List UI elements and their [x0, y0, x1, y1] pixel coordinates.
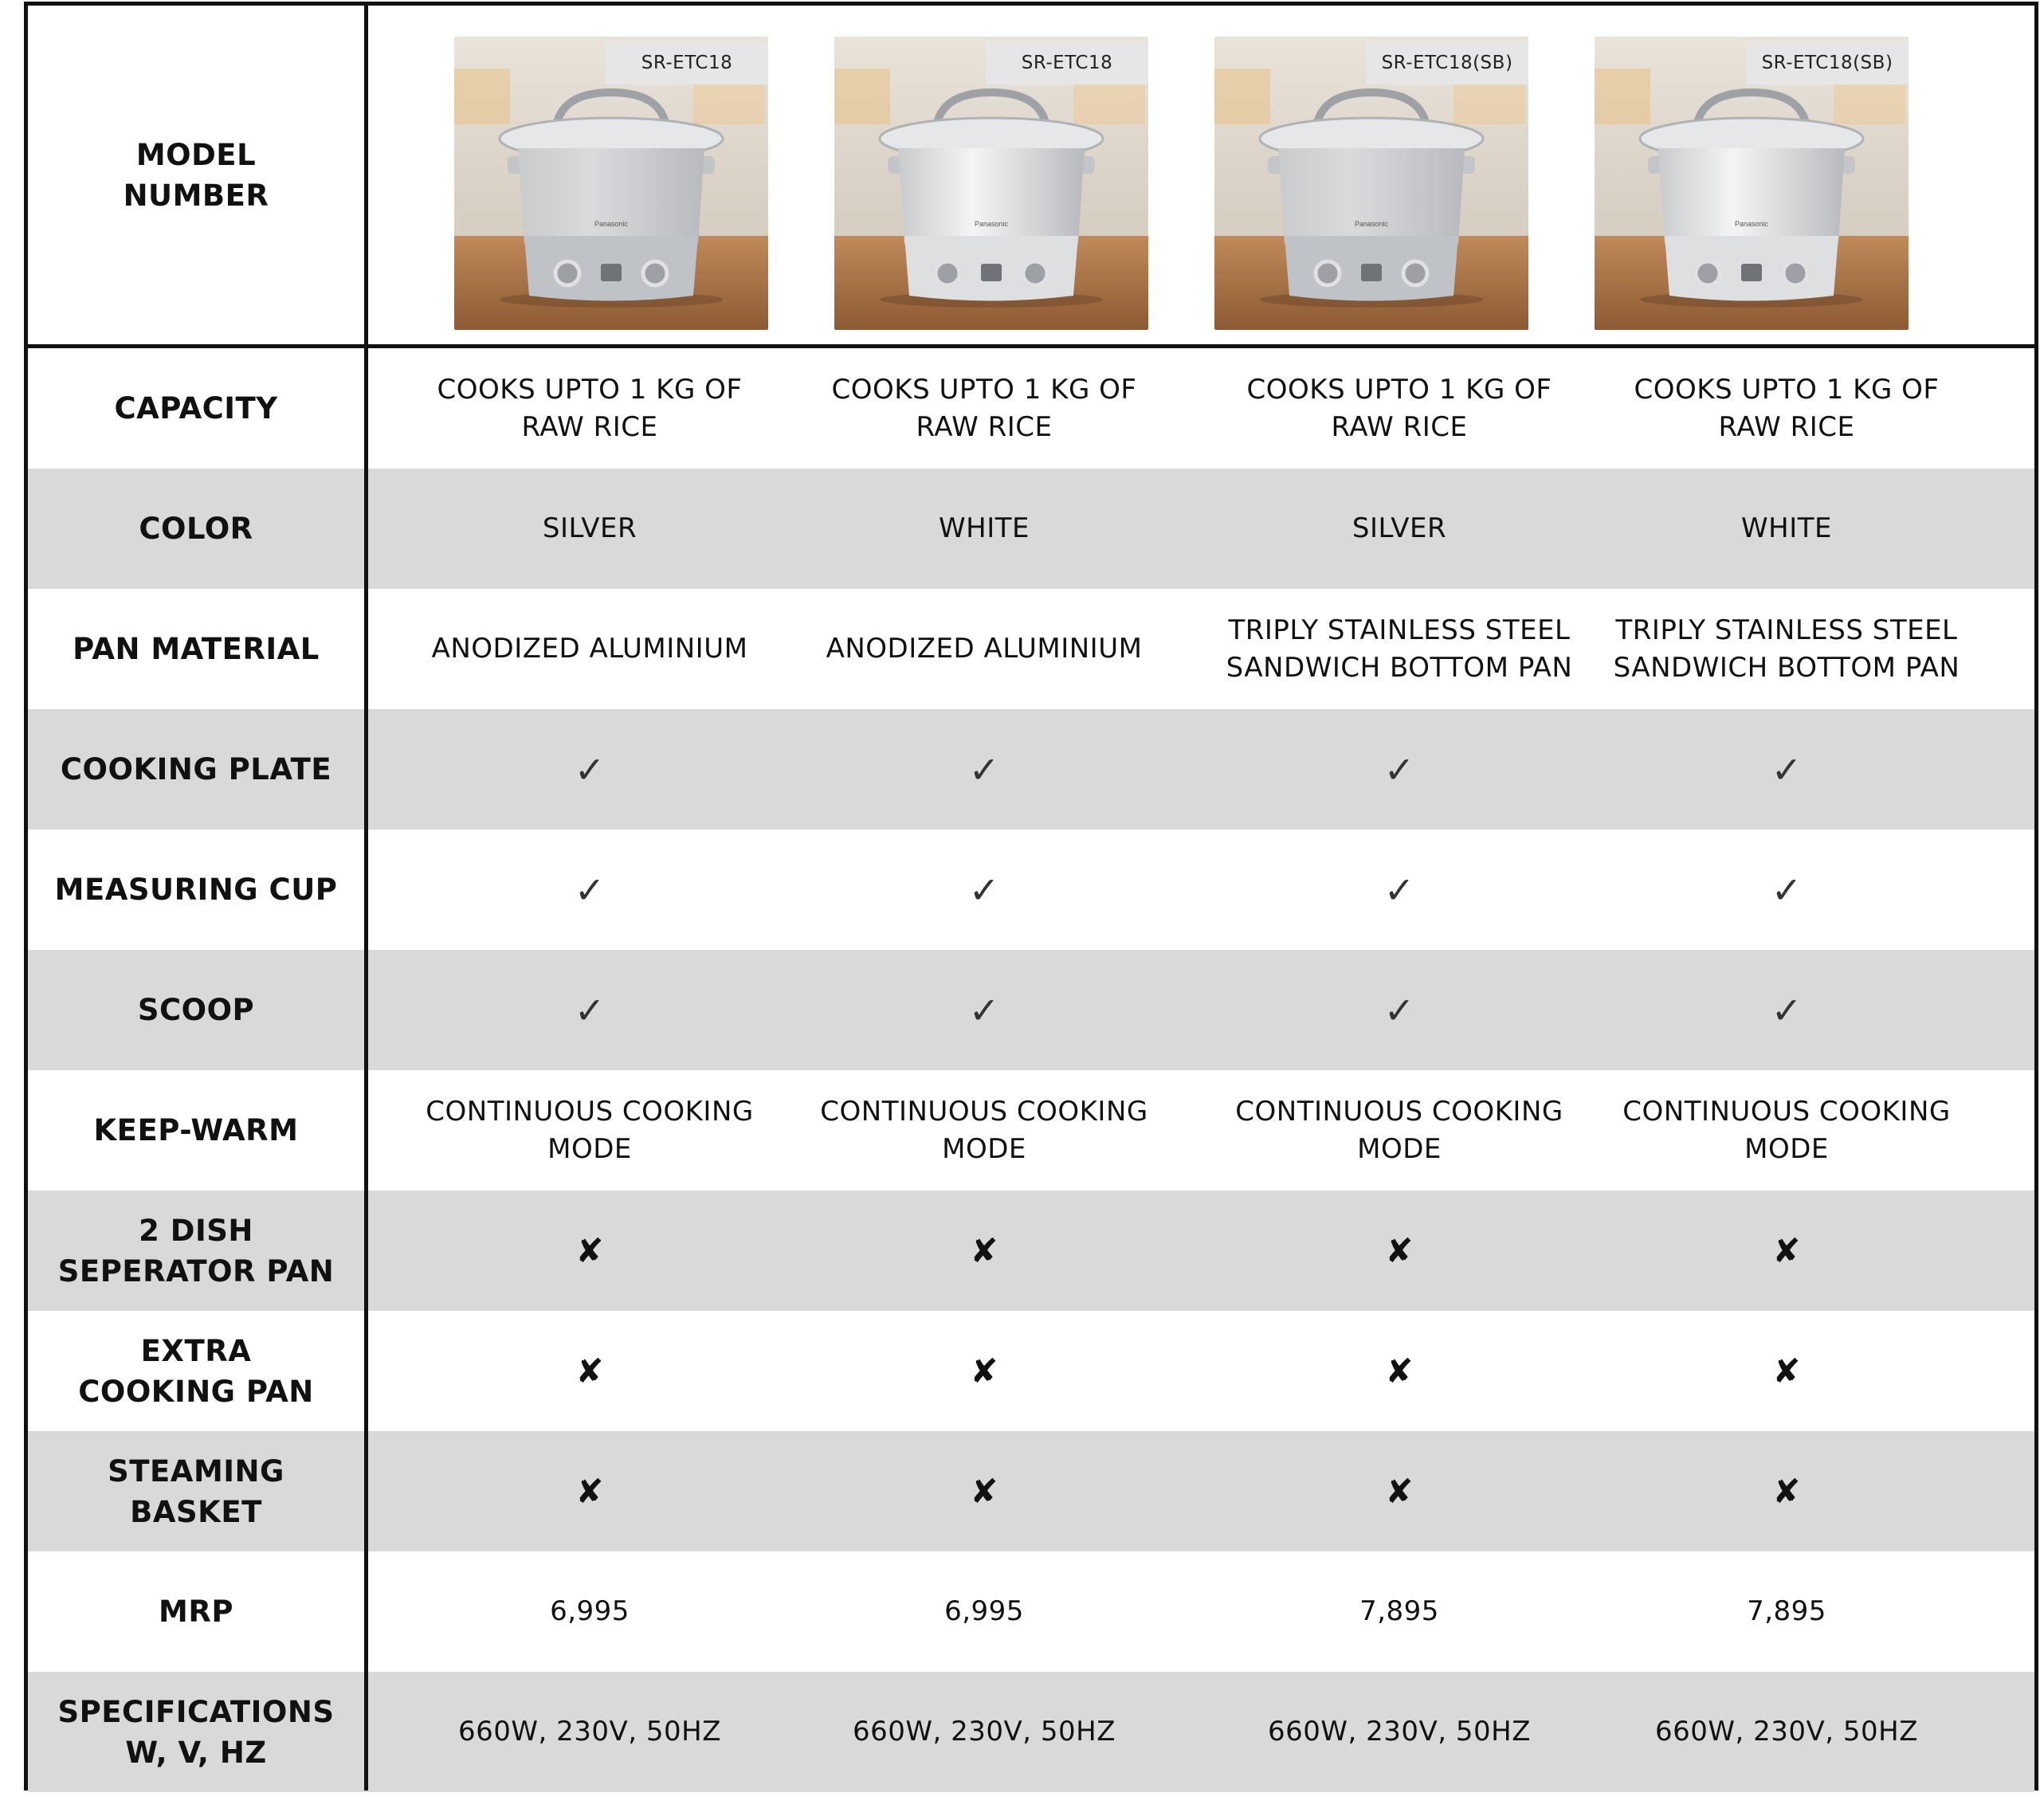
svg-text:Panasonic: Panasonic: [1354, 220, 1389, 228]
cross-icon: ✘: [575, 1351, 604, 1390]
svg-text:Panasonic: Panasonic: [974, 220, 1009, 228]
svg-text:Panasonic: Panasonic: [1734, 220, 1769, 228]
cell-value: SILVER: [1352, 512, 1447, 544]
row-label: COLOR: [139, 512, 253, 546]
cross-icon: ✘: [1772, 1351, 1801, 1390]
cell-value: 7,895: [1747, 1595, 1826, 1627]
check-icon: ✓: [574, 868, 606, 912]
cross-icon: ✘: [1772, 1230, 1801, 1270]
row-label: 2 DISH SEPERATOR PAN: [57, 1213, 335, 1289]
cell-value: 6,995: [550, 1595, 630, 1627]
rice-cooker-white-photo: [834, 37, 1148, 330]
check-icon: ✓: [968, 988, 1000, 1032]
cross-icon: ✘: [970, 1230, 998, 1270]
rice-cooker-silver-photo: [454, 37, 768, 330]
cell-value: CONTINUOUS COOKING MODE: [426, 1095, 754, 1165]
cross-icon: ✘: [1772, 1471, 1801, 1511]
row-label: PAN MATERIAL: [73, 632, 320, 666]
row-label: SPECIFICATIONS W, V, HZ: [57, 1694, 335, 1770]
svg-text:Panasonic: Panasonic: [594, 220, 629, 228]
row-label: KEEP-WARM: [93, 1113, 299, 1147]
cell-value: COOKS UPTO 1 KG OF RAW RICE: [1634, 373, 1940, 443]
label-column-divider: [364, 2, 368, 1791]
cell-value: COOKS UPTO 1 KG OF RAW RICE: [437, 373, 743, 443]
cross-icon: ✘: [1385, 1471, 1414, 1511]
check-icon: ✓: [1771, 868, 1803, 912]
check-icon: ✓: [1383, 747, 1415, 791]
check-icon: ✓: [574, 988, 606, 1032]
model-code-tag: SR-ETC18(SB): [1746, 41, 1909, 84]
cell-value: CONTINUOUS COOKING MODE: [820, 1095, 1148, 1165]
model-number-label: MODEL NUMBER: [123, 137, 269, 213]
rice-cooker-white-photo: [1595, 37, 1909, 330]
cross-icon: ✘: [575, 1471, 604, 1511]
cell-value: SILVER: [542, 512, 638, 544]
check-icon: ✓: [1771, 988, 1803, 1032]
cell-value: CONTINUOUS COOKING MODE: [1235, 1095, 1563, 1165]
cross-icon: ✘: [970, 1471, 998, 1511]
row-label: SCOOP: [137, 993, 255, 1027]
row-label: MRP: [159, 1594, 233, 1629]
cross-icon: ✘: [1385, 1351, 1414, 1390]
cell-value: TRIPLY STAINLESS STEEL SANDWICH BOTTOM PAN: [1613, 614, 1960, 684]
row-label: MEASURING CUP: [54, 873, 338, 907]
cell-value: WHITE: [939, 512, 1030, 544]
row-label: COOKING PLATE: [60, 752, 332, 786]
check-icon: ✓: [574, 747, 606, 791]
cross-icon: ✘: [1385, 1230, 1414, 1270]
cell-value: 660W, 230V, 50HZ: [852, 1716, 1116, 1747]
model-code-tag: SR-ETC18: [986, 41, 1148, 84]
row-label: CAPACITY: [114, 391, 278, 426]
cell-value: 660W, 230V, 50HZ: [1654, 1716, 1919, 1747]
row-label: EXTRA COOKING PAN: [78, 1333, 314, 1409]
check-icon: ✓: [1771, 747, 1803, 791]
check-icon: ✓: [1383, 868, 1415, 912]
model-code-tag: SR-ETC18(SB): [1366, 41, 1528, 84]
cell-value: ANODIZED ALUMINIUM: [826, 633, 1143, 665]
cell-value: 660W, 230V, 50HZ: [1267, 1716, 1532, 1747]
cell-value: TRIPLY STAINLESS STEEL SANDWICH BOTTOM PAN: [1226, 614, 1573, 684]
model-code-tag: SR-ETC18: [606, 41, 768, 84]
check-icon: ✓: [1383, 988, 1415, 1032]
cell-value: 7,895: [1359, 1595, 1439, 1627]
check-icon: ✓: [968, 747, 1000, 791]
cell-value: 660W, 230V, 50HZ: [457, 1716, 722, 1747]
cell-value: ANODIZED ALUMINIUM: [431, 633, 748, 665]
cell-value: COOKS UPTO 1 KG OF RAW RICE: [1246, 373, 1552, 443]
check-icon: ✓: [968, 868, 1000, 912]
cell-value: COOKS UPTO 1 KG OF RAW RICE: [831, 373, 1137, 443]
cross-icon: ✘: [970, 1351, 998, 1390]
rice-cooker-silver-photo: [1214, 37, 1528, 330]
row-label: STEAMING BASKET: [108, 1453, 284, 1529]
cell-value: WHITE: [1741, 512, 1832, 544]
cell-value: CONTINUOUS COOKING MODE: [1622, 1095, 1951, 1165]
cross-icon: ✘: [575, 1230, 604, 1270]
cell-value: 6,995: [944, 1595, 1024, 1627]
